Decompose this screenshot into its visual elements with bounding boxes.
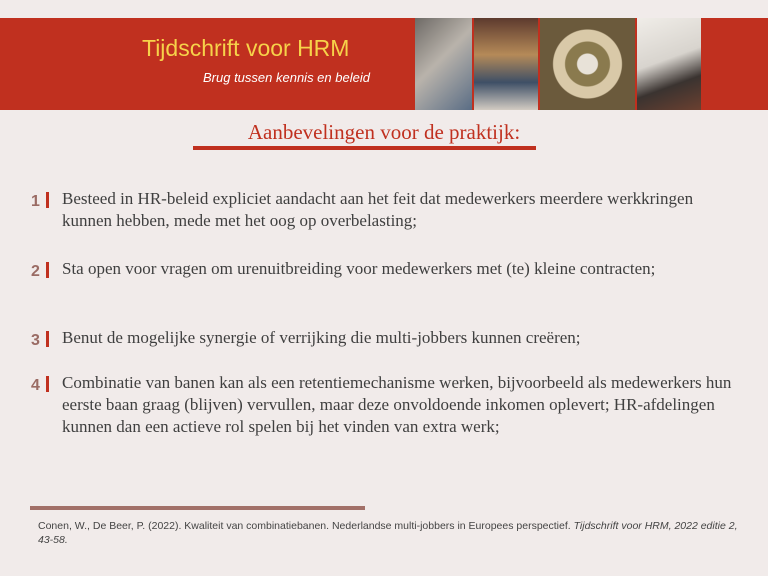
- item-number: 1: [31, 193, 40, 210]
- reference-citation: [38, 519, 750, 547]
- slide-heading: Aanbevelingen voor de praktijk:: [247, 120, 521, 144]
- reference-journal: Tijdschrift voor HRM, 2022 editie 2, 43-58.: [38, 520, 738, 546]
- item-text: Besteed in HR-beleid expliciet aandacht aan het feit dat medewerkers meerdere werkkringen kunnen hebben, mede met het oog op overbelasting;: [62, 189, 694, 230]
- item-marker-bar: [46, 192, 49, 208]
- item-number: 2: [31, 263, 40, 280]
- item-text: Benut de mogelijke synergie of verrijking die multi-jobbers kunnen creëren;: [62, 328, 581, 347]
- banner-photo-lab: [415, 18, 472, 110]
- banner-photo-meeting: [540, 18, 635, 110]
- banner-photo-laptop: [637, 18, 701, 110]
- item-marker-bar: [46, 262, 49, 278]
- item-text: Sta open voor vragen om urenuitbreiding voor medewerkers met (te) kleine contracten;: [62, 259, 656, 278]
- item-number: 3: [31, 332, 40, 349]
- reference-divider: [30, 506, 365, 510]
- reference-authors: Conen, W., De Beer, P. (2022). Kwaliteit van combinatiebanen. Nederlandse multi-jobbers in Europees perspectief.: [38, 520, 574, 532]
- banner-photo-library: [474, 18, 538, 110]
- item-marker-bar: [46, 376, 49, 392]
- heading-underline: [193, 146, 536, 150]
- journal-subtitle: Brug tussen kennis en beleid: [203, 70, 370, 85]
- journal-banner: [0, 18, 768, 110]
- item-text: Combinatie van banen kan als een retentiemechanisme werken, bijvoorbeeld als medewerkers hun eerste baan graag (blijven) vervullen, maar deze onvoldoende inkomen oplevert; HR-afdelingen kunnen dan een actieve rol spelen bij het vinden van extra werk;: [62, 373, 732, 436]
- item-marker-bar: [46, 331, 49, 347]
- journal-title: Tijdschrift voor HRM: [142, 35, 350, 61]
- item-number: 4: [31, 377, 40, 394]
